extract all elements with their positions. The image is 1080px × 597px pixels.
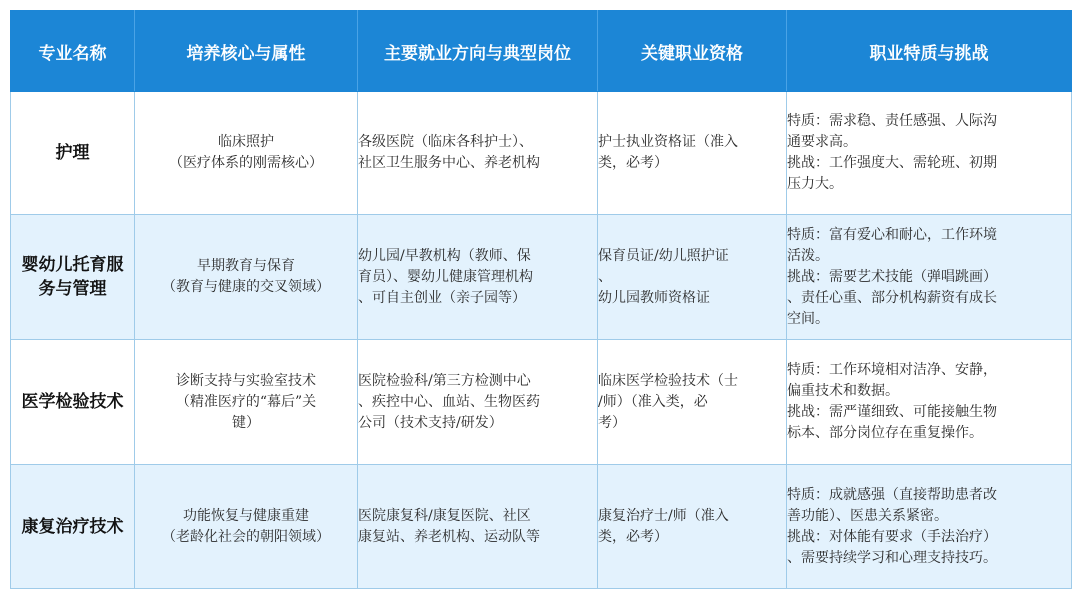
cell-text-line: 保育员证/幼儿照护证 [598, 247, 729, 264]
cell-text-line: 、可自主创业（亲子园等） [358, 289, 526, 306]
table-row [11, 92, 1072, 215]
cell-text-line: 标本、部分岗位存在重复操作。 [787, 425, 983, 441]
cell-text-line: 挑战：需严谨细致、可能接触生物 [787, 404, 997, 420]
major-name-cell [11, 340, 135, 465]
cell-text-line: 临床医学检验技术（士 [598, 372, 738, 389]
cell-text-line: 类，必考） [598, 528, 668, 545]
cell-text-line: 护士执业资格证（准入 [598, 134, 738, 150]
qualification-cell [598, 92, 787, 215]
cell-text-line: 善功能）、医患关系紧密。 [787, 507, 948, 524]
cell-text-line: 各级医院（临床各科护士）、 [358, 134, 533, 150]
major-name-text: 务与管理 [38, 279, 107, 299]
cell-text-line: 类，必考） [598, 155, 668, 171]
cell-text-line: （教育与健康的交叉领域） [162, 279, 330, 295]
career-comparison-table [10, 10, 1072, 589]
traits-cell [787, 92, 1072, 215]
traits-cell [787, 215, 1072, 340]
table-header-row [11, 11, 1072, 92]
cell-text-line: 挑战：需要艺术技能（弹唱跳画） [787, 268, 997, 285]
cell-text-line: 、 [598, 268, 612, 285]
header-employment-direction: 主要就业方向与典型岗位 [358, 11, 598, 92]
traits-cell [787, 465, 1072, 589]
cell-text-line: 挑战：工作强度大、需轮班、初期 [787, 155, 997, 171]
cell-text-line: 功能恢复与健康重建 [183, 507, 309, 524]
cell-text-line: 特质：富有爱心和耐心，工作环境 [787, 226, 997, 243]
major-name-cell [11, 215, 135, 340]
cell-text-line: 特质：需求稳、责任感强、人际沟 [787, 113, 997, 129]
cell-text-line: 挑战：对体能有要求（手法治疗） [787, 528, 997, 545]
header-traits-challenges: 职业特质与挑战 [787, 11, 1072, 92]
cell-text-line: 特质：成就感强（直接帮助患者改 [787, 486, 997, 503]
employment-cell [358, 465, 598, 589]
qualification-cell [598, 215, 787, 340]
cell-text-line: 特质：工作环境相对洁净、安静， [787, 362, 997, 378]
cell-text-line: 育员）、婴幼儿健康管理机构 [358, 268, 533, 285]
cell-text-line: 考） [598, 414, 626, 431]
cell-text-line: 康复站、养老机构、运动队等 [358, 528, 540, 545]
cell-text-line: 公司（技术支持/研发） [358, 414, 503, 431]
major-name-text: 康复治疗技术 [21, 516, 124, 537]
traits-cell [787, 340, 1072, 465]
table-row [11, 340, 1072, 465]
header-training-core: 培养核心与属性 [135, 11, 358, 92]
header-major-name: 专业名称 [11, 11, 135, 92]
cell-text-line: （医疗体系的刚需核心） [169, 155, 323, 171]
cell-text-line: 幼儿园教师资格证 [598, 289, 710, 306]
cell-text-line: 、疾控中心、血站、生物医药 [358, 393, 540, 410]
employment-cell [358, 340, 598, 465]
cell-text-line: 早期教育与保育 [197, 258, 295, 274]
cell-text-line: 幼儿园/早教机构（教师、保 [358, 247, 531, 264]
major-name-text: 医学检验技术 [21, 392, 124, 412]
major-name-cell [11, 92, 135, 215]
cell-text-line: 通要求高。 [787, 134, 857, 150]
cell-text-line: 、需要持续学习和心理支持技巧。 [787, 549, 997, 566]
qualification-cell [598, 465, 787, 589]
cell-text-line: /师）（准入类，必 [598, 393, 708, 410]
cell-text-line: 空间。 [787, 310, 829, 327]
cell-text-line: （老龄化社会的朝阳领域） [162, 528, 330, 545]
major-name-cell [11, 465, 135, 589]
cell-text-line: （精准医疗的“幕后”关 [175, 393, 317, 410]
career-table-container [10, 10, 1071, 587]
major-name-text: 婴幼儿托育服 [21, 255, 124, 275]
cell-text-line: 康复治疗士/师（准入 [598, 507, 729, 524]
training-core-cell [135, 215, 358, 340]
cell-text-line: 医院检验科/第三方检测中心 [358, 372, 531, 389]
cell-text-line: 压力大。 [787, 176, 843, 192]
cell-text-line: 临床照护 [218, 134, 274, 150]
cell-text-line: 偏重技术和数据。 [787, 383, 899, 399]
cell-text-line: 键） [232, 414, 260, 431]
cell-text-line: 社区卫生服务中心、养老机构 [358, 155, 540, 171]
major-name-text: 护理 [55, 143, 90, 163]
qualification-cell [598, 340, 787, 465]
employment-cell [358, 215, 598, 340]
cell-text-line: 、责任心重、部分机构薪资有成长 [787, 289, 997, 306]
cell-text-line: 诊断支持与实验室技术 [176, 372, 316, 389]
training-core-cell [135, 465, 358, 589]
table-row [11, 465, 1072, 589]
cell-text-line: 医院康复科/康复医院、社区 [358, 507, 531, 524]
employment-cell [358, 92, 598, 215]
training-core-cell [135, 340, 358, 465]
header-key-qualification: 关键职业资格 [598, 11, 787, 92]
table-row [11, 215, 1072, 340]
cell-text-line: 活泼。 [787, 247, 829, 264]
training-core-cell [135, 92, 358, 215]
